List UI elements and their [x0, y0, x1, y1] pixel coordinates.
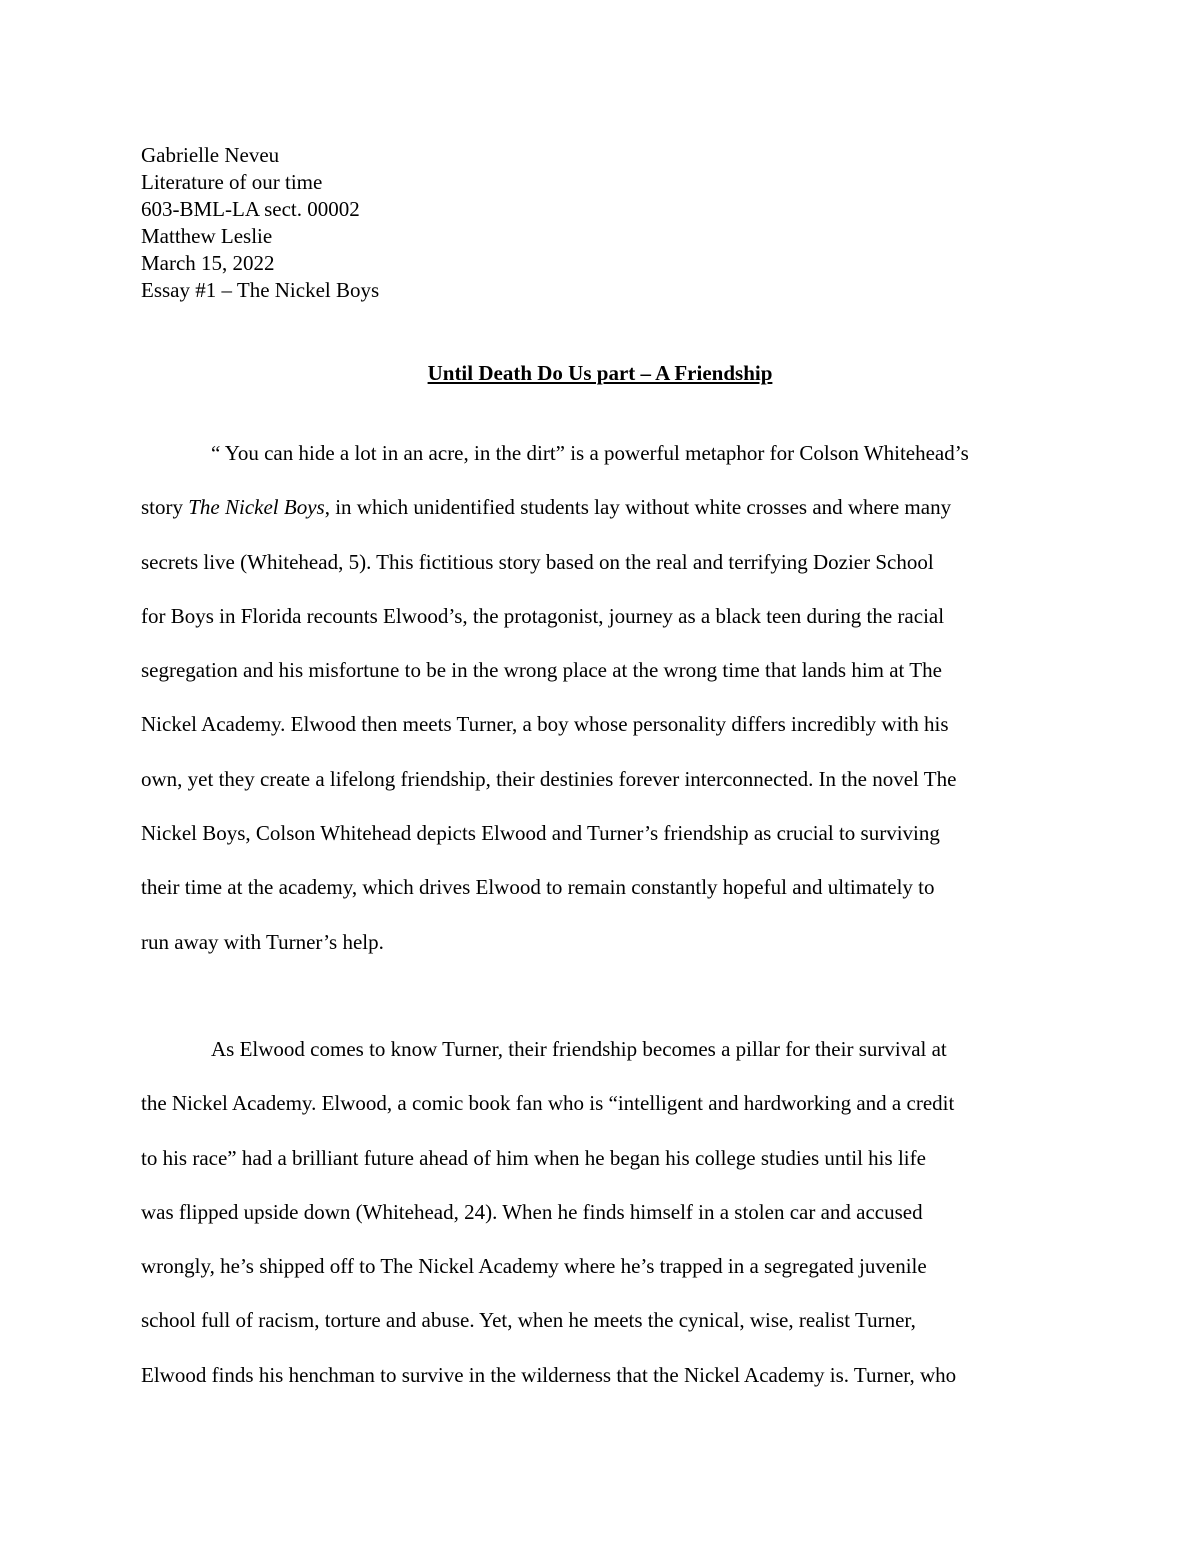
book-title: The Nickel Boys — [188, 495, 325, 520]
text-line: Nickel Academy. Elwood then meets Turner, a boy whose personality differs incredibly with his — [141, 712, 949, 737]
course-section: 603-BML-LA sect. 00002 — [141, 197, 360, 221]
text-line: was flipped upside down (Whitehead, 24). When he finds himself in a stolen car and accused — [141, 1199, 923, 1224]
essay-header — [141, 142, 379, 304]
text-line: school full of racism, torture and abuse. Yet, when he meets the cynical, wise, realist Turner, — [141, 1308, 916, 1333]
student-name: Gabrielle Neveu — [141, 143, 280, 167]
text-segment: , in which unidentified students lay without white crosses and where many — [324, 495, 952, 520]
essay-label: Essay #1 – The Nickel Boys — [141, 278, 380, 302]
text-line: “ You can hide a lot in an acre, in the dirt” is a powerful metaphor for Colson Whitehead’s — [211, 441, 969, 465]
paragraph-2 — [141, 1036, 1061, 1416]
instructor-name: Matthew Leslie — [141, 224, 273, 248]
text-segment: story — [141, 495, 189, 520]
text-line: run away with Turner’s help. — [141, 929, 384, 954]
text-line: own, yet they create a lifelong friendship, their destinies forever interconnected. In the novel The — [141, 766, 957, 791]
text-line: segregation and his misfortune to be in the wrong place at the wrong time that lands him at The — [141, 658, 942, 683]
text-line: secrets live (Whitehead, 5). This fictitious story based on the real and terrifying Dozier School — [141, 549, 934, 574]
text-line — [141, 494, 1061, 548]
text-line: Elwood finds his henchman to survive in the wilderness that the Nickel Academy is. Turner, who — [141, 1362, 957, 1387]
text-line: their time at the academy, which drives Elwood to remain constantly hopeful and ultimately to — [141, 875, 935, 900]
text-line: Nickel Boys, Colson Whitehead depicts Elwood and Turner’s friendship as crucial to surviving — [141, 821, 940, 846]
text-line: As Elwood comes to know Turner, their friendship becomes a pillar for their survival at — [211, 1037, 947, 1061]
essay-date: March 15, 2022 — [141, 251, 275, 275]
text-line: the Nickel Academy. Elwood, a comic book fan who is “intelligent and hardworking and a credit — [141, 1091, 955, 1116]
course-name: Literature of our time — [141, 170, 323, 194]
text-line: wrongly, he’s shipped off to The Nickel Academy where he’s trapped in a segregated juvenile — [141, 1254, 927, 1279]
text-line: to his race” had a brilliant future ahead of him when he began his college studies until his life — [141, 1145, 926, 1170]
text-line: for Boys in Florida recounts Elwood’s, the protagonist, journey as a black teen during the racial — [141, 603, 945, 628]
essay-title: Until Death Do Us part – A Friendship — [427, 361, 773, 385]
paragraph-1 — [141, 440, 1061, 983]
